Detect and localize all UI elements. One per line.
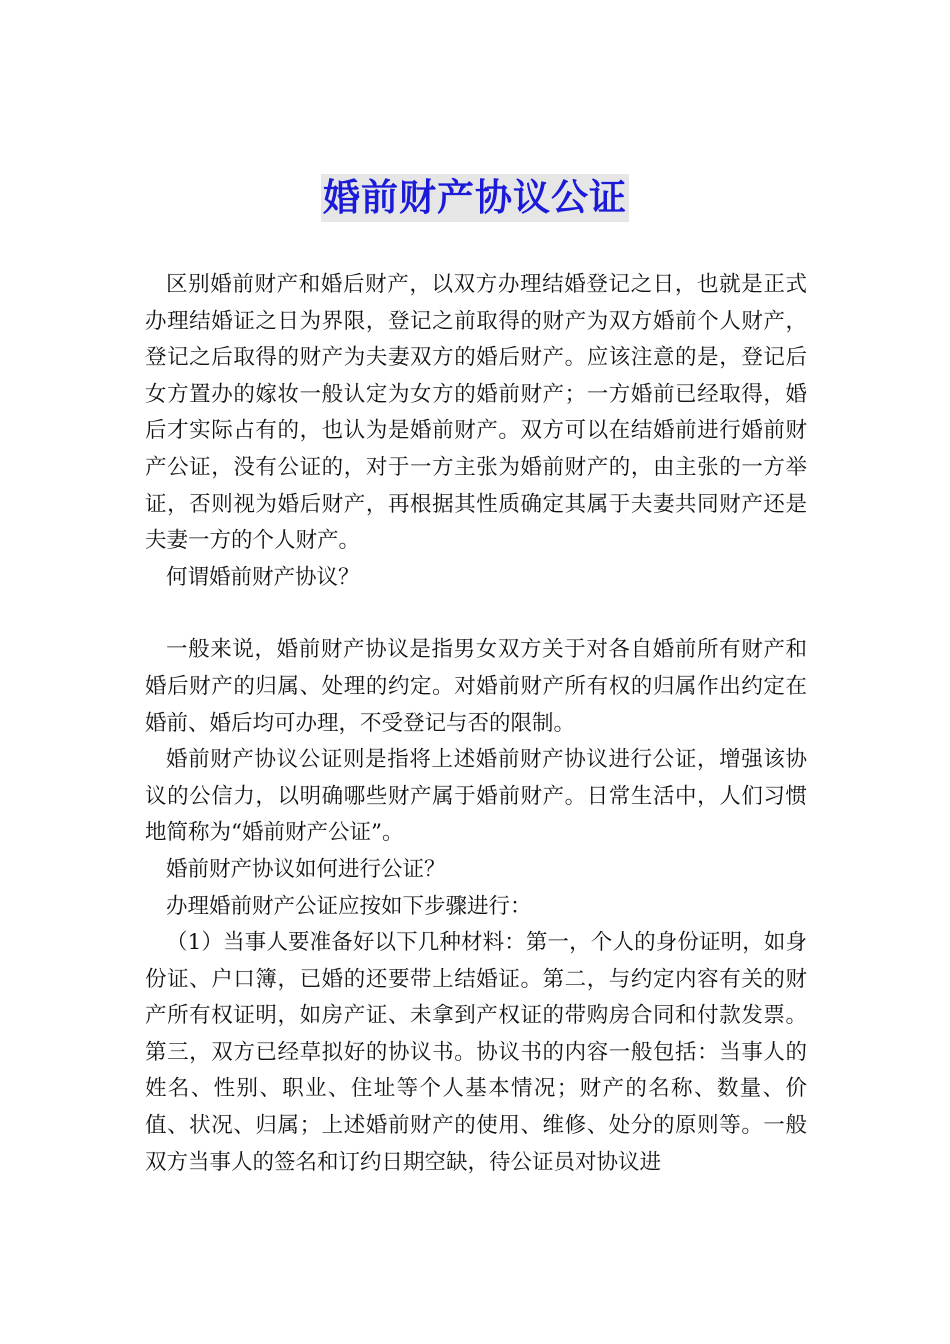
heading-what-is-agreement: 何谓婚前财产协议？: [166, 564, 360, 590]
title-container: [0, 174, 950, 222]
heading-how-to-notarize: 婚前财产协议如何进行公证？: [166, 856, 446, 882]
paragraph-step-1: （1）当事人要准备好以下几种材料：第一，个人的身份证明，如身份证、户口簿，已婚的还要带上结婚证。第二，与约定内容有关的财产所有权证明，如房产证、未拿到产权证的带购房合同和付款发票。第三，双方已经草拟好的协议书。协议书的内容一般包括：当事人的姓名、性别、职业、住址等个人基本情况；财产的名称、数量、价值、状况、归属；上述婚前财产的使用、维修、处分的原则等。一般双方当事人的签名和订约日期空缺，待公证员对协议进: [145, 930, 807, 1175]
document-title: 婚前财产协议公证: [321, 174, 629, 222]
paragraph-steps-intro: 办理婚前财产公证应按如下步骤进行：: [166, 893, 532, 919]
paragraph-intro: 区别婚前财产和婚后财产，以双方办理结婚登记之日，也就是正式办理结婚证之日为界限，登记之前取得的财产为双方婚前个人财产，登记之后取得的财产为夫妻双方的婚后财产。应该注意的是，登记后女方置办的嫁妆一般认定为女方的婚前财产；一方婚前已经取得，婚后才实际占有的，也认为是婚前财产。双方可以在结婚前进行婚前财产公证，没有公证的，对于一方主张为婚前财产的，由主张的一方举证，否则视为婚后财产，再根据其性质确定其属于夫妻共同财产还是夫妻一方的个人财产。: [145, 272, 807, 554]
paragraph-notarization-definition: 婚前财产协议公证则是指将上述婚前财产协议进行公证，增强该协议的公信力，以明确哪些财产属于婚前财产。日常生活中，人们习惯地简称为“婚前财产公证”。: [145, 747, 807, 846]
document-body: [145, 267, 807, 1181]
paragraph-definition: 一般来说，婚前财产协议是指男女双方关于对各自婚前所有财产和婚后财产的归属、处理的约定。对婚前财产所有权的归属作出约定在婚前、婚后均可办理，不受登记与否的限制。: [145, 637, 807, 736]
